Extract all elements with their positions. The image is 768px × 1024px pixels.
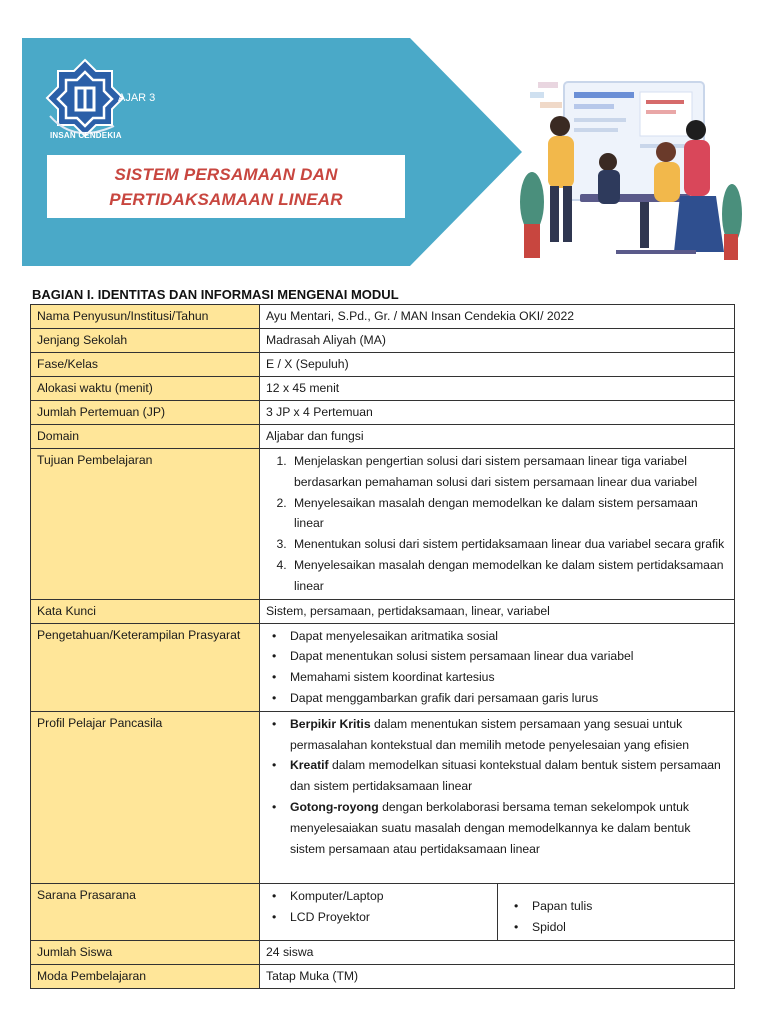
module-title-line-2: PERTIDAKSAMAAN LINEAR: [109, 189, 343, 209]
list-item: [508, 896, 728, 917]
table-row: [31, 377, 735, 401]
facilities-left-column: [260, 884, 498, 940]
table-row: [31, 884, 735, 941]
list-item-text: Dapat menggambarkan grafik dari persamaan garis lurus: [290, 690, 599, 705]
header-banner: [0, 0, 768, 270]
module-identity-table: [30, 304, 735, 989]
team-meeting-illustration: [520, 74, 742, 266]
list-item-text: Memahami sistem koordinat kartesius: [290, 670, 495, 685]
row-value: 12 x 45 menit: [260, 377, 735, 401]
bullet-icon: •: [272, 889, 277, 904]
table-row: [31, 353, 735, 377]
row-label: Pengetahuan/Keterampilan Prasyarat: [31, 623, 260, 711]
row-label: Domain: [31, 425, 260, 449]
row-value: [260, 884, 735, 941]
list-item: [266, 667, 728, 688]
table-row: [31, 711, 735, 884]
row-value: [260, 449, 735, 600]
list-item: 2. Menyelesaikan masalah dengan memodelkan ke dalam sistem persamaan linear: [290, 493, 728, 535]
row-label: Tujuan Pembelajaran: [31, 449, 260, 600]
row-value: [260, 623, 735, 711]
table-row: [31, 329, 735, 353]
learning-objectives-list: [266, 451, 728, 597]
logo-caption: INSAN CENDEKIA: [50, 131, 122, 140]
list-item-text: LCD Proyektor: [290, 910, 370, 925]
row-label: Nama Penyusun/Institusi/Tahun: [31, 305, 260, 329]
row-value: E / X (Sepuluh): [260, 353, 735, 377]
row-label: Jenjang Sekolah: [31, 329, 260, 353]
bullet-icon: •: [272, 758, 277, 773]
spacer: [266, 859, 728, 881]
bullet-icon: •: [272, 690, 277, 705]
row-label: Kata Kunci: [31, 599, 260, 623]
row-value: Aljabar dan fungsi: [260, 425, 735, 449]
list-item: [266, 886, 491, 907]
profile-description: dalam memodelkan situasi kontekstual dalam bentuk sistem persamaan dan sistem pertidaksamaan linear: [290, 758, 721, 794]
bullet-icon: •: [272, 716, 277, 731]
table-row: [31, 623, 735, 711]
profile-description: dalam menentukan sistem persamaan yang sesuai untuk permasalahan kontekstual dan memilih metode penyelesaian yang efisien: [290, 716, 690, 752]
insan-cendekia-logo-icon: [44, 56, 126, 140]
bullet-icon: •: [272, 910, 277, 925]
table-row: [31, 449, 735, 600]
title-box: [47, 155, 405, 218]
list-item-text: Papan tulis: [532, 899, 593, 914]
list-item-text: Dapat menyelesaikan aritmatika sosial: [290, 628, 498, 643]
list-item: [266, 797, 728, 859]
profile-description: dengan berkolaborasi bersama teman sekelompok untuk menyelesaiakan suatu masalah dengan memodelkannya ke dalam bentuk sistem persamaan atau pertidaksamaan linear: [290, 799, 691, 856]
list-item: [266, 688, 728, 709]
row-label: Fase/Kelas: [31, 353, 260, 377]
list-item: [266, 714, 728, 756]
table-row: [31, 401, 735, 425]
row-value: [260, 711, 735, 884]
table-row: [31, 940, 735, 964]
row-label: Moda Pembelajaran: [31, 964, 260, 988]
list-item: [266, 646, 728, 667]
bullet-icon: •: [272, 799, 277, 814]
pancasila-profile-list: [266, 714, 728, 860]
list-item-text: Dapat menentukan solusi sistem persamaan linear dua variabel: [290, 649, 634, 664]
bullet-icon: •: [514, 899, 519, 914]
facilities-right-column: [498, 884, 734, 940]
row-label: Profil Pelajar Pancasila: [31, 711, 260, 884]
row-value: Ayu Mentari, S.Pd., Gr. / MAN Insan Cendekia OKI/ 2022: [260, 305, 735, 329]
prerequisite-list: [266, 626, 728, 709]
table-row: [31, 964, 735, 988]
bullet-icon: •: [272, 670, 277, 685]
facilities-columns: [260, 884, 734, 940]
module-title-line-1: SISTEM PERSAMAAN DAN: [114, 164, 338, 184]
row-value: Madrasah Aliyah (MA): [260, 329, 735, 353]
row-value: Sistem, persamaan, pertidaksamaan, linear, variabel: [260, 599, 735, 623]
profile-keyword: Gotong-royong: [290, 799, 379, 814]
row-label: Jumlah Siswa: [31, 940, 260, 964]
table-row: [31, 305, 735, 329]
list-item: 1. Menjelaskan pengertian solusi dari sistem persamaan linear tiga variabel berdasarkan pemahaman solusi dari sistem persamaan linear dua variabel: [290, 451, 728, 493]
row-value: 24 siswa: [260, 940, 735, 964]
list-item-text: Komputer/Laptop: [290, 889, 384, 904]
row-label: Sarana Prasarana: [31, 884, 260, 941]
facilities-list-left: [266, 886, 491, 928]
list-item: [266, 755, 728, 797]
list-item: 4. Menyelesaikan masalah dengan memodelkan ke dalam sistem pertidaksamaan linear: [290, 555, 728, 597]
list-item: [266, 907, 491, 928]
bullet-icon: •: [272, 628, 277, 643]
bullet-icon: •: [272, 649, 277, 664]
row-label: Alokasi waktu (menit): [31, 377, 260, 401]
table-row: [31, 425, 735, 449]
table-row: [31, 599, 735, 623]
profile-keyword: Kreatif: [290, 758, 329, 773]
list-item: 3. Menentukan solusi dari sistem pertidaksamaan linear dua variabel secara grafik: [290, 534, 728, 555]
profile-keyword: Berpikir Kritis: [290, 716, 371, 731]
facilities-list-right: [508, 896, 728, 938]
list-item: [266, 626, 728, 647]
bullet-icon: •: [514, 920, 519, 935]
row-value: 3 JP x 4 Pertemuan: [260, 401, 735, 425]
row-label: Jumlah Pertemuan (JP): [31, 401, 260, 425]
section-heading: BAGIAN I. IDENTITAS DAN INFORMASI MENGENAI MODUL: [32, 287, 399, 302]
module-number-text: AJAR 3: [118, 92, 156, 104]
list-item-text: Spidol: [532, 920, 566, 935]
list-item: [508, 917, 728, 938]
row-value: Tatap Muka (TM): [260, 964, 735, 988]
